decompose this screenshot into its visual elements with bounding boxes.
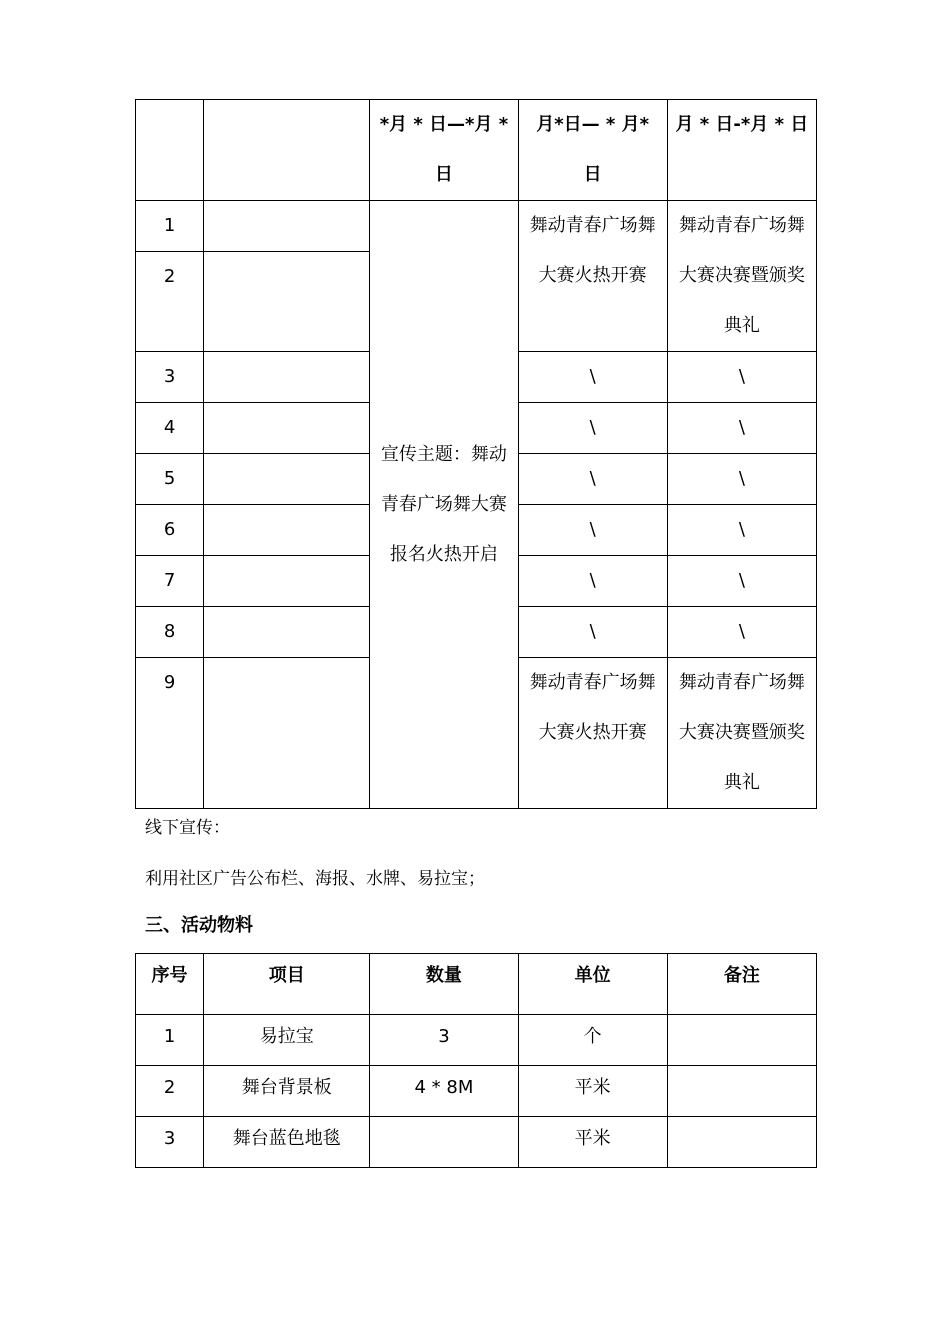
schedule-header-phase3: 月 * 日-*月 * 日	[667, 100, 816, 201]
row-number: 6	[136, 505, 204, 556]
backslash-cell: \	[518, 556, 667, 607]
cell-remark	[667, 1015, 816, 1066]
backslash-cell: \	[518, 505, 667, 556]
cell-index: 2	[136, 1066, 204, 1117]
cell-quantity	[370, 1117, 518, 1168]
publicity-theme-text: 宣传主题：舞动青春广场舞大赛报名火热开启	[380, 443, 507, 565]
cell-quantity: 4 * 8M	[370, 1066, 518, 1117]
header-quantity: 数量	[370, 954, 518, 1015]
empty-cell	[204, 201, 370, 252]
row-number: 5	[136, 454, 204, 505]
row-number: 2	[136, 252, 204, 352]
backslash-cell: \	[518, 607, 667, 658]
opening-event-cell: 舞动青春广场舞大赛火热开赛	[518, 658, 667, 809]
cell-remark	[667, 1117, 816, 1168]
empty-cell	[204, 403, 370, 454]
table-row	[136, 1015, 817, 1066]
empty-cell	[204, 556, 370, 607]
table-row	[136, 1066, 817, 1117]
header-remark: 备注	[667, 954, 816, 1015]
empty-cell	[204, 658, 370, 809]
backslash-cell: \	[518, 454, 667, 505]
schedule-header-cell	[136, 100, 204, 201]
backslash-cell: \	[518, 352, 667, 403]
final-event-cell: 舞动青春广场舞大赛决赛暨颁奖典礼	[667, 201, 816, 352]
table-row	[136, 201, 817, 252]
cell-unit: 平米	[518, 1117, 667, 1168]
backslash-cell: \	[667, 352, 816, 403]
backslash-cell: \	[667, 505, 816, 556]
section-title: 三、活动物料	[145, 915, 253, 936]
cell-remark	[667, 1066, 816, 1117]
schedule-header-cell	[204, 100, 370, 201]
schedule-header-row	[136, 100, 817, 201]
row-number: 4	[136, 403, 204, 454]
backslash-cell: \	[667, 556, 816, 607]
offline-publicity-text: 利用社区广告公布栏、海报、水牌、易拉宝；	[145, 869, 485, 889]
backslash-cell: \	[667, 454, 816, 505]
header-index: 序号	[136, 954, 204, 1015]
schedule-header-phase2: 月*日— * 月* 日	[518, 100, 667, 201]
cell-unit: 个	[518, 1015, 667, 1066]
final-event-cell: 舞动青春广场舞大赛决赛暨颁奖典礼	[667, 658, 816, 809]
header-item: 项目	[204, 954, 370, 1015]
publicity-theme-cell	[370, 201, 518, 809]
cell-index: 1	[136, 1015, 204, 1066]
backslash-cell: \	[667, 607, 816, 658]
cell-item: 舞台蓝色地毯	[204, 1117, 370, 1168]
cell-item: 易拉宝	[204, 1015, 370, 1066]
empty-cell	[204, 454, 370, 505]
cell-index: 3	[136, 1117, 204, 1168]
row-number: 9	[136, 658, 204, 809]
table-row	[136, 1117, 817, 1168]
empty-cell	[204, 607, 370, 658]
backslash-cell: \	[518, 403, 667, 454]
empty-cell	[204, 352, 370, 403]
schedule-table	[135, 99, 817, 809]
header-unit: 单位	[518, 954, 667, 1015]
row-number: 1	[136, 201, 204, 252]
row-number: 3	[136, 352, 204, 403]
row-number: 8	[136, 607, 204, 658]
materials-table	[135, 953, 817, 1168]
empty-cell	[204, 505, 370, 556]
materials-header-row	[136, 954, 817, 1015]
opening-event-cell: 舞动青春广场舞大赛火热开赛	[518, 201, 667, 352]
backslash-cell: \	[667, 403, 816, 454]
offline-publicity-label: 线下宣传：	[145, 818, 230, 838]
schedule-header-phase1: *月 * 日—*月 * 日	[370, 100, 518, 201]
empty-cell	[204, 252, 370, 352]
cell-quantity: 3	[370, 1015, 518, 1066]
cell-item: 舞台背景板	[204, 1066, 370, 1117]
cell-unit: 平米	[518, 1066, 667, 1117]
row-number: 7	[136, 556, 204, 607]
